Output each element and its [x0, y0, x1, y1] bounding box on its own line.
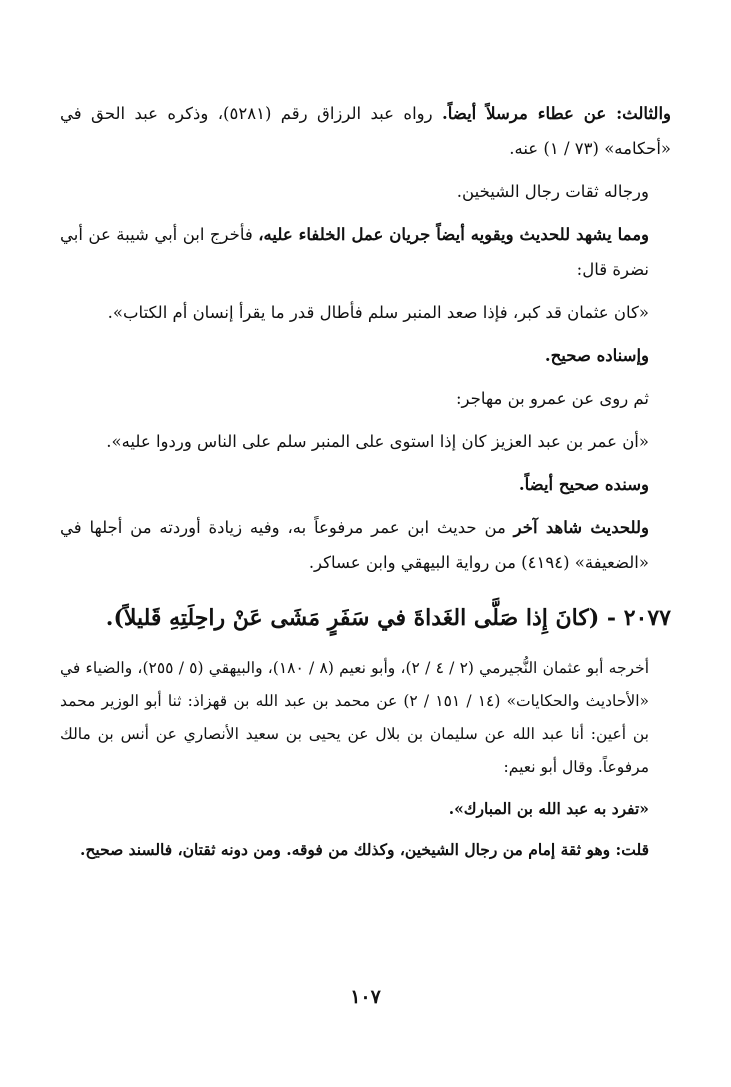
- hadith-2077-commentary: [60, 652, 671, 866]
- paragraph-narrators: ورجاله ثقات رجال الشيخين.: [456, 182, 649, 201]
- paragraph-other-witness-bold: وللحديث شاهد آخر: [513, 518, 649, 537]
- paragraph-caliphs-text: فأخرج ابن أبي شيبة عن أبي نضرة قال:: [60, 225, 649, 279]
- paragraph-caliphs: [60, 217, 671, 287]
- page-number: ١٠٧: [350, 986, 381, 1008]
- quote-umar-abd-alaziz: «أن عمر بن عبد العزيز كان إذا استوى على المنبر سلم على الناس وردوا عليه».: [106, 432, 649, 451]
- paragraph-third-chain-text: رواه عبد الرزاق رقم (٥٢٨١)، وذكره عبد الحق في «أحكامه» (٧٣ / ١) عنه.: [60, 104, 671, 158]
- paragraph-sanad-sahih: وسنده صحيح أيضاً.: [518, 475, 649, 494]
- paragraph-takhrij: أخرجه أبو عثمان النُّجيرمي (٢ / ٤ / ٢)، وأبو نعيم (٨ / ١٨٠)، والبيهقي (٥ / ٢٥٥)، والضياء في «الأحاديث والحكايات» (١٤ / ١٥١ / ٢) عن محمد بن عبد الله بن قهزاذ: ثنا أبو الوزير محمد بن أعين: أنا عبد الله عن سليمان بن بلال عن يحيى بن سعيد الأنصاري عن أنس بن مالك مرفوعاً. وقال أبو نعيم:: [60, 659, 649, 776]
- paragraph-third-chain: [60, 96, 671, 166]
- paragraph-amr-ibn-muhajir: ثم روى عن عمرو بن مهاجر:: [456, 389, 649, 408]
- quote-uthman: «كان عثمان قد كبر، فإذا صعد المنبر سلم فأطال قدر ما يقرأ إنسان أم الكتاب».: [107, 303, 649, 322]
- paragraph-other-witness: [60, 510, 671, 580]
- paragraph-caliphs-bold: ومما يشهد للحديث ويقويه أيضاً جريان عمل الخلفاء عليه،: [258, 225, 649, 244]
- hadith-heading-2077: ٢٠٧٧ - (كانَ إِذا صَلَّى الغَداةَ في سَفَرٍ مَشَى عَنْ راحِلَتِهِ قَليلاً).: [105, 605, 671, 631]
- paragraph-conclusion: قلت: وهو ثقة إمام من رجال الشيخين، وكذلك من فوقه. ومن دونه ثقتان، فالسند صحيح.: [80, 840, 649, 859]
- paragraph-third-chain-bold: والثالث: عن عطاء مرسلاً أيضاً.: [442, 104, 671, 123]
- paragraph-other-witness-text: من حديث ابن عمر مرفوعاً به، وفيه زيادة أوردته من أجلها في «الضعيفة» (٤١٩٤) من رواية البيهقي وابن عساكر.: [60, 518, 649, 572]
- quote-abu-nuaym: «تفرد به عبد الله بن المبارك».: [448, 799, 649, 818]
- paragraph-isnad-sahih: وإسناده صحيح.: [544, 346, 649, 365]
